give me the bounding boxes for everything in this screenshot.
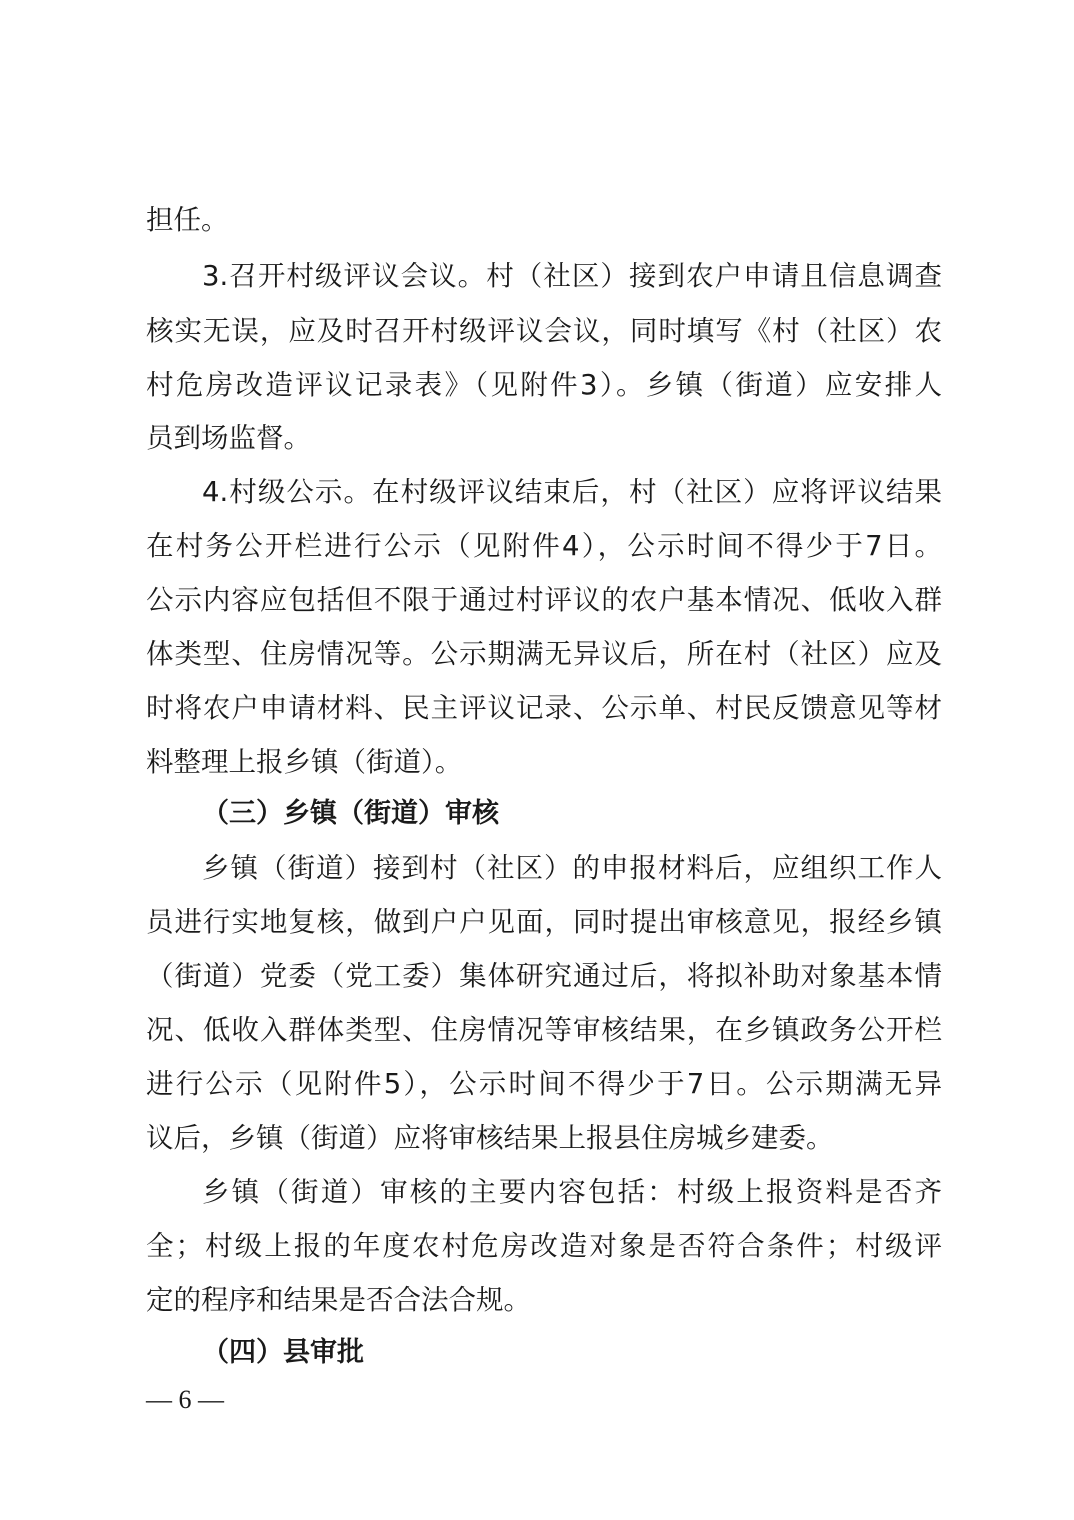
body-text-line: 员进行实地复核，做到户户见面，同时提出审核意见，报经乡镇 (146, 906, 942, 938)
body-text-line: 议后，乡镇（街道）应将审核结果上报县住房城乡建委。 (146, 1122, 834, 1154)
body-text-line: 体类型、住房情况等。公示期满无异议后，所在村（社区）应及 (146, 638, 942, 670)
body-text-line: 担任。 (146, 204, 229, 236)
body-text-line: 全；村级上报的年度农村危房改造对象是否符合条件；村级评 (146, 1230, 942, 1262)
body-text-line: 进行公示（见附件5），公示时间不得少于7日。公示期满无异 (146, 1068, 942, 1100)
page-number: — 6 — (146, 1385, 224, 1414)
body-text-line: 3.召开村级评议会议。村（社区）接到农户申请且信息调查 (202, 260, 942, 292)
body-text-line: 况、低收入群体类型、住房情况等审核结果，在乡镇政务公开栏 (146, 1014, 942, 1046)
body-text-line: 料整理上报乡镇（街道）。 (146, 746, 463, 778)
body-text-line: 在村务公开栏进行公示（见附件4），公示时间不得少于7日。 (146, 530, 942, 562)
body-text-line: 核实无误，应及时召开村级评议会议，同时填写《村（社区）农 (146, 315, 942, 347)
body-text-line: 定的程序和结果是否合法合规。 (146, 1284, 531, 1316)
body-text-line: 乡镇（街道）接到村（社区）的申报材料后，应组织工作人 (202, 852, 942, 884)
body-text-line: 4.村级公示。在村级评议结束后，村（社区）应将评议结果 (202, 476, 942, 508)
body-text-line: 村危房改造评议记录表》（见附件3）。乡镇（街道）应安排人 (146, 369, 942, 401)
section-heading: （四）县审批 (202, 1337, 364, 1368)
body-text-line: 员到场监督。 (146, 422, 311, 454)
body-text-line: 时将农户申请材料、民主评议记录、公示单、村民反馈意见等材 (146, 692, 942, 724)
section-heading: （三）乡镇（街道）审核 (202, 798, 499, 829)
body-text-line: 公示内容应包括但不限于通过村评议的农户基本情况、低收入群 (146, 584, 942, 616)
body-text-line: （街道）党委（党工委）集体研究通过后，将拟补助对象基本情 (146, 960, 942, 992)
body-text-line: 乡镇（街道）审核的主要内容包括：村级上报资料是否齐 (202, 1176, 942, 1208)
